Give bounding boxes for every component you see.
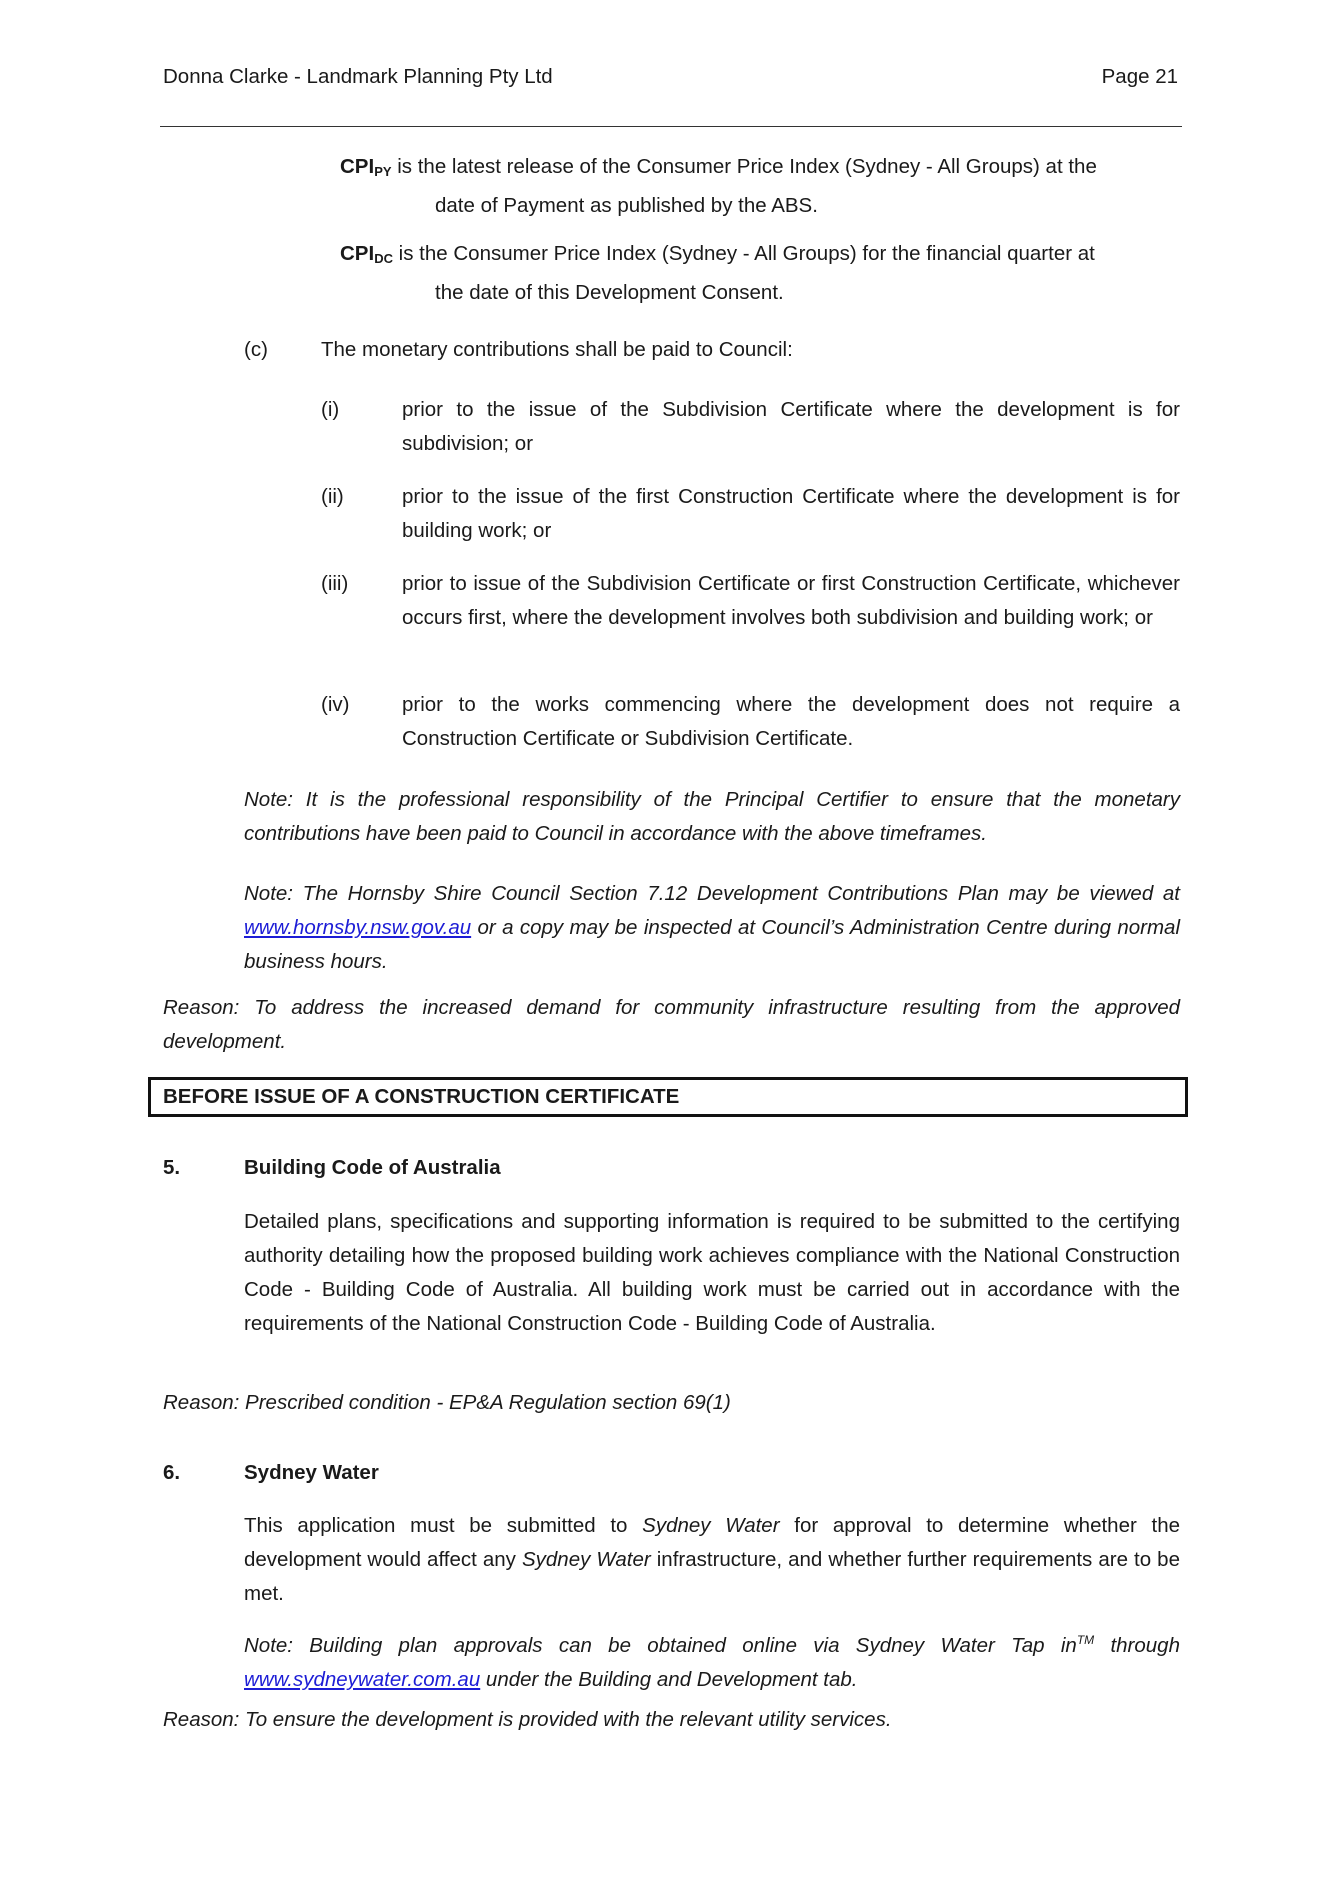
- definition-cpi-dc: [340, 237, 1180, 310]
- condition-body: [244, 1509, 1180, 1611]
- clause-label: (c): [244, 338, 268, 361]
- body-text: infrastructure, and whether further requirements are to be met.: [244, 1548, 1180, 1605]
- condition-title: Building Code of Australia: [244, 1156, 501, 1179]
- condition-number: 6.: [163, 1461, 181, 1484]
- list-item-text: prior to the issue of the Subdivision Certificate where the development is for subdivision; or: [402, 398, 1180, 455]
- condition-reason: Reason: Prescribed condition - EP&A Regulation section 69(1): [163, 1391, 731, 1414]
- note-text: Note: The Hornsby Shire Council Section 7.12 Development Contributions Plan may be viewed at: [244, 882, 1180, 905]
- condition-number: 5.: [163, 1156, 181, 1179]
- definition-text: is the Consumer Price Index (Sydney - All Groups) for the financial quarter at: [392, 242, 1095, 265]
- list-item-text: prior to the issue of the first Construction Certificate where the development is for building work; or: [402, 485, 1180, 542]
- list-item-number: (iii): [321, 572, 349, 595]
- body-emphasis: Sydney Water: [642, 1514, 780, 1537]
- header-author: Donna Clarke - Landmark Planning Pty Ltd: [163, 65, 553, 88]
- reason-infrastructure: Reason: To address the increased demand for community infrastructure resulting from the approved development.: [163, 996, 1180, 1053]
- note-text: under the Building and Development tab.: [480, 1668, 858, 1691]
- condition-reason: Reason: To ensure the development is provided with the relevant utility services.: [163, 1708, 892, 1731]
- page-header: [163, 60, 1178, 94]
- list-item-number: (i): [321, 398, 340, 421]
- note-contributions-plan: [244, 877, 1180, 979]
- sydney-water-website-link[interactable]: www.sydneywater.com.au: [244, 1668, 481, 1691]
- body-text: for approval to determine whether the development would affect any: [244, 1514, 1180, 1571]
- note-sydney-water: [244, 1623, 1180, 1697]
- definition-term: CPI: [340, 155, 375, 178]
- section-heading: BEFORE ISSUE OF A CONSTRUCTION CERTIFICATE: [163, 1085, 680, 1108]
- list-item-number: (ii): [321, 485, 344, 508]
- trademark-superscript: TM: [1076, 1633, 1095, 1647]
- definition-subscript: PY: [374, 164, 392, 179]
- definition-text-continued: the date of this Development Consent.: [435, 281, 784, 304]
- body-text: This application must be submitted to: [244, 1514, 643, 1537]
- definition-subscript: DC: [374, 251, 393, 266]
- list-item-text: prior to issue of the Subdivision Certificate or first Construction Certificate, whichever occurs first, where the development involves both subdivision and building work; or: [402, 572, 1180, 629]
- section-heading-box: [148, 1077, 1188, 1117]
- note-text: Note: Building plan approvals can be obtained online via Sydney Water Tap in: [244, 1634, 1077, 1657]
- definition-term: CPI: [340, 242, 375, 265]
- list-item-number: (iv): [321, 693, 350, 716]
- definition-text: is the latest release of the Consumer Price Index (Sydney - All Groups) at the: [391, 155, 1097, 178]
- header-divider: [160, 126, 1182, 127]
- definition-text-continued: date of Payment as published by the ABS.: [435, 194, 818, 217]
- note-text: or a copy may be inspected at Council’s Administration Centre during normal business hours.: [244, 916, 1180, 973]
- body-emphasis: Sydney Water: [521, 1548, 651, 1571]
- note-text: through: [1094, 1634, 1180, 1657]
- list-item-text: prior to the works commencing where the development does not require a Construction Certificate or Subdivision Certificate.: [402, 693, 1180, 750]
- condition-body: Detailed plans, specifications and supporting information is required to be submitted to the certifying authority detailing how the proposed building work achieves compliance with the National Construction Code - Building Code of Australia. All building work must be carried out in accordance with the requirements of the National Construction Code - Building Code of Australia.: [244, 1210, 1180, 1335]
- condition-title: Sydney Water: [244, 1461, 379, 1484]
- header-page-number: Page 21: [1101, 65, 1178, 88]
- definition-cpi-py: [340, 150, 1180, 223]
- clause-text: The monetary contributions shall be paid to Council:: [321, 338, 793, 361]
- note-certifier: Note: It is the professional responsibility of the Principal Certifier to ensure that the monetary contributions have been paid to Council in accordance with the above timeframes.: [244, 788, 1180, 845]
- hornsby-website-link[interactable]: www.hornsby.nsw.gov.au: [244, 916, 472, 939]
